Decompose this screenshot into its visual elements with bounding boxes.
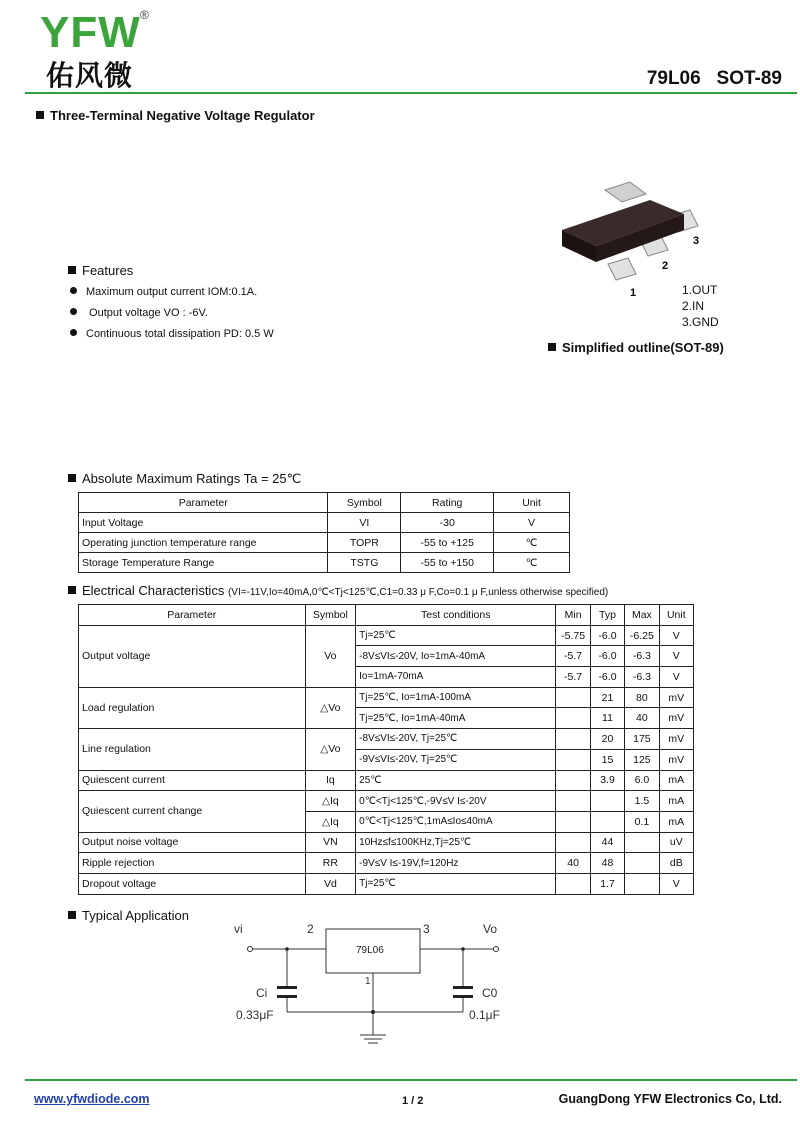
table-cell: ℃ <box>494 553 570 573</box>
outline-caption <box>548 340 724 355</box>
features-heading <box>68 263 133 278</box>
test-condition-cell: -8V≤VI≤-20V, Tj=25℃ <box>356 729 556 750</box>
column-header: Symbol <box>305 605 356 626</box>
feature-text: Continuous total dissipation PD: 0.5 W <box>86 328 274 340</box>
max-cell: 40 <box>625 708 659 729</box>
column-header: Rating <box>401 493 494 513</box>
table-cell: TOPR <box>328 533 401 553</box>
feature-item <box>70 286 257 298</box>
min-cell <box>556 873 590 894</box>
abs-max-heading <box>68 471 301 487</box>
ci-capacitor-icon <box>277 986 297 998</box>
test-condition-cell: Tj=25℃, Io=1mA-100mA <box>356 687 556 708</box>
unit-cell: mV <box>659 729 693 750</box>
min-cell <box>556 791 590 812</box>
typ-cell: 44 <box>590 832 624 853</box>
pin-in-label: 2 <box>307 922 314 936</box>
min-cell <box>556 770 590 791</box>
unit-cell: mV <box>659 749 693 770</box>
company-logo-chinese: 佑风微 <box>46 59 134 92</box>
footer-divider <box>25 1079 797 1081</box>
website-link[interactable]: www.yfwdiode.com <box>34 1092 150 1106</box>
feature-text: Output voltage VO : -6V. <box>86 307 208 319</box>
table-row <box>79 873 694 894</box>
bullet-dot-icon <box>70 329 77 336</box>
column-header: Unit <box>494 493 570 513</box>
min-cell <box>556 749 590 770</box>
company-logo: YFW <box>40 8 141 57</box>
bullet-square-icon <box>548 343 556 351</box>
table-cell: VI <box>328 513 401 533</box>
elec-heading <box>68 583 608 598</box>
bullet-square-icon <box>36 111 44 119</box>
bullet-square-icon <box>68 911 76 919</box>
typ-cell: 21 <box>590 687 624 708</box>
parameter-cell: Quiescent current change <box>79 791 306 832</box>
typ-cell: -6.0 <box>590 667 624 688</box>
junction-dot-icon <box>371 1010 375 1014</box>
company-name: GuangDong YFW Electronics Co, Ltd. <box>558 1092 782 1106</box>
pin-labels <box>682 282 719 330</box>
test-condition-cell: -9V≤VI≤-20V, Tj=25℃ <box>356 749 556 770</box>
max-cell: -6.3 <box>625 667 659 688</box>
table-cell: Operating junction temperature range <box>79 533 328 553</box>
max-cell: 6.0 <box>625 770 659 791</box>
unit-cell: uV <box>659 832 693 853</box>
symbol-cell: △Vo <box>305 687 356 728</box>
bullet-dot-icon <box>70 287 77 294</box>
table-cell: -55 to +125 <box>401 533 494 553</box>
table-row <box>79 687 694 708</box>
table-header-row <box>79 493 570 513</box>
test-condition-cell: 25℃ <box>356 770 556 791</box>
feature-text: Maximum output current IOM:0.1A. <box>86 286 258 298</box>
column-header: Test conditions <box>356 605 556 626</box>
min-cell <box>556 687 590 708</box>
unit-cell: V <box>659 667 693 688</box>
outline-caption-text: Simplified outline(SOT-89) <box>562 340 724 355</box>
min-cell <box>556 811 590 832</box>
unit-cell: V <box>659 873 693 894</box>
pin-label: 2.IN <box>682 299 705 313</box>
column-header: Min <box>556 605 590 626</box>
pin-out-label: 3 <box>423 922 430 936</box>
symbol-cell: △Vo <box>305 729 356 770</box>
pin-label: 3.GND <box>682 315 719 329</box>
typ-cell: 11 <box>590 708 624 729</box>
application-heading <box>68 908 189 923</box>
symbol-cell: △Iq <box>305 811 356 832</box>
pin-marker: 1 <box>630 287 637 299</box>
max-cell: -6.3 <box>625 646 659 667</box>
table-header-row <box>79 605 694 626</box>
feature-item <box>70 307 208 319</box>
column-header: Unit <box>659 605 693 626</box>
table-row <box>79 625 694 646</box>
unit-cell: mA <box>659 791 693 812</box>
column-header: Symbol <box>328 493 401 513</box>
subtitle-text: Three-Terminal Negative Voltage Regulator <box>50 108 315 123</box>
features-heading-text: Features <box>82 263 134 278</box>
typ-cell: 20 <box>590 729 624 750</box>
table-row <box>79 533 570 553</box>
table-cell: Input Voltage <box>79 513 328 533</box>
min-cell: 40 <box>556 853 590 874</box>
ci-label: Ci <box>256 986 268 1000</box>
parameter-cell: Line regulation <box>79 729 306 770</box>
part-number-title: 79L06 SOT-89 <box>646 68 782 89</box>
sot89-package-drawing <box>550 150 710 300</box>
table-cell: -55 to +150 <box>401 553 494 573</box>
min-cell: -5.7 <box>556 646 590 667</box>
test-condition-cell: Tj=25℃ <box>356 625 556 646</box>
unit-cell: mA <box>659 770 693 791</box>
min-cell <box>556 708 590 729</box>
max-cell: 80 <box>625 687 659 708</box>
unit-cell: mV <box>659 687 693 708</box>
table-cell: TSTG <box>328 553 401 573</box>
test-condition-cell: 0℃<Tj<125℃,1mA≤Io≤40mA <box>356 811 556 832</box>
parameter-cell: Quiescent current <box>79 770 306 791</box>
table-cell: V <box>494 513 570 533</box>
table-cell: ℃ <box>494 533 570 553</box>
typ-cell: -6.0 <box>590 646 624 667</box>
max-cell: 125 <box>625 749 659 770</box>
test-condition-cell: Tj=25℃ <box>356 873 556 894</box>
max-cell: 0.1 <box>625 811 659 832</box>
parameter-cell: Ripple rejection <box>79 853 306 874</box>
package-tab-icon <box>605 182 646 202</box>
page-number: 1 / 2 <box>402 1095 424 1107</box>
unit-cell: V <box>659 625 693 646</box>
test-condition-cell: Io=1mA-70mA <box>356 667 556 688</box>
typical-application-circuit <box>220 915 520 1055</box>
table-row <box>79 553 570 573</box>
vi-label: vi <box>234 922 243 936</box>
pin-gnd-label: 1 <box>365 976 371 987</box>
min-cell <box>556 729 590 750</box>
feature-item <box>70 328 274 340</box>
symbol-cell: RR <box>305 853 356 874</box>
elec-heading-text: Electrical Characteristics <box>82 583 225 598</box>
ci-value: 0.33μF <box>236 1008 274 1022</box>
unit-cell: mV <box>659 708 693 729</box>
pin-lead-icon <box>608 258 636 280</box>
symbol-cell: △Iq <box>305 791 356 812</box>
max-cell: -6.25 <box>625 625 659 646</box>
typ-cell: -6.0 <box>590 625 624 646</box>
header-divider <box>25 92 797 94</box>
table-row <box>79 791 694 812</box>
pin-marker: 2 <box>662 260 669 272</box>
min-cell: -5.7 <box>556 667 590 688</box>
unit-cell: mA <box>659 811 693 832</box>
co-label: C0 <box>482 986 498 1000</box>
typ-cell: 48 <box>590 853 624 874</box>
max-cell: 1.5 <box>625 791 659 812</box>
column-header: Parameter <box>79 605 306 626</box>
symbol-cell: Vd <box>305 873 356 894</box>
bullet-square-icon <box>68 474 76 482</box>
pin-marker: 3 <box>693 235 700 247</box>
table-row <box>79 770 694 791</box>
abs-max-table <box>78 492 570 573</box>
co-capacitor-icon <box>453 986 473 998</box>
parameter-cell: Output noise voltage <box>79 832 306 853</box>
parameter-cell: Output voltage <box>79 625 306 687</box>
min-cell: -5.75 <box>556 625 590 646</box>
registered-mark: ® <box>140 8 149 22</box>
bullet-square-icon <box>68 586 76 594</box>
max-cell <box>625 832 659 853</box>
parameter-cell: Dropout voltage <box>79 873 306 894</box>
table-row <box>79 853 694 874</box>
electrical-characteristics-table <box>78 604 694 895</box>
max-cell <box>625 853 659 874</box>
typ-cell: 1.7 <box>590 873 624 894</box>
test-condition-cell: -8V≤VI≤-20V, Io=1mA-40mA <box>356 646 556 667</box>
table-row <box>79 729 694 750</box>
typ-cell: 15 <box>590 749 624 770</box>
symbol-cell: Vo <box>305 625 356 687</box>
table-cell: -30 <box>401 513 494 533</box>
test-condition-cell: 0℃<Tj<125℃,-9V≤V I≤-20V <box>356 791 556 812</box>
symbol-cell: Iq <box>305 770 356 791</box>
table-row <box>79 832 694 853</box>
bullet-dot-icon <box>70 308 77 315</box>
max-cell <box>625 873 659 894</box>
min-cell <box>556 832 590 853</box>
pin-label: 1.OUT <box>682 283 718 297</box>
elec-conditions-text: (VI=-11V,Io=40mA,0℃<Tj<125℃,C1=0.33 μ F,Co=0.1 μ F,unless otherwise specified) <box>227 587 609 598</box>
table-row <box>79 513 570 533</box>
typ-cell <box>590 811 624 832</box>
test-condition-cell: 10Hz≤f≤100KHz,Tj=25℃ <box>356 832 556 853</box>
document-subtitle <box>36 108 315 123</box>
ic-label: 79L06 <box>356 945 384 956</box>
typ-cell <box>590 791 624 812</box>
max-cell: 175 <box>625 729 659 750</box>
typ-cell: 3.9 <box>590 770 624 791</box>
column-header: Max <box>625 605 659 626</box>
vo-label: Vo <box>483 922 498 936</box>
abs-max-heading-text: Absolute Maximum Ratings Ta = 25℃ <box>82 471 302 486</box>
parameter-cell: Load regulation <box>79 687 306 728</box>
unit-cell: dB <box>659 853 693 874</box>
unit-cell: V <box>659 646 693 667</box>
test-condition-cell: -9V≤V I≤-19V,f=120Hz <box>356 853 556 874</box>
test-condition-cell: Tj=25℃, Io=1mA-40mA <box>356 708 556 729</box>
symbol-cell: VN <box>305 832 356 853</box>
table-cell: Storage Temperature Range <box>79 553 328 573</box>
column-header: Typ <box>590 605 624 626</box>
application-heading-text: Typical Application <box>82 908 189 923</box>
co-value: 0.1μF <box>469 1008 500 1022</box>
column-header: Parameter <box>79 493 328 513</box>
bullet-square-icon <box>68 266 76 274</box>
